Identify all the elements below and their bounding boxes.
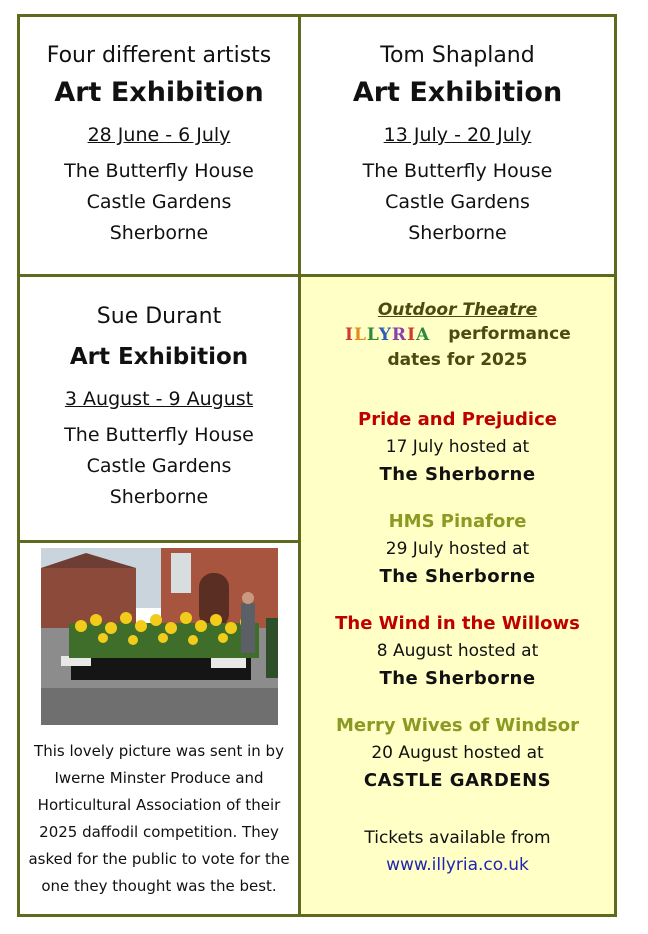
show-host: CASTLE GARDENS — [363, 770, 552, 791]
tickets-text: Tickets available from — [364, 828, 551, 848]
photo-caption: This lovely picture was sent in by Iwerne Minster Produce and Horticultural Association of their 2025 daffodil competition. They asked for the public to vote for the one they thought was the best. — [28, 742, 290, 895]
venue — [301, 156, 614, 249]
venue-line: Castle Gardens — [385, 191, 530, 213]
theatre-subheading-text: performance — [448, 324, 571, 344]
exhibition-dates: 3 August - 9 August — [64, 388, 254, 410]
show-title: HMS Pinafore — [388, 511, 527, 532]
theatre-heading: Outdoor Theatre — [377, 300, 538, 320]
venue-line: The Butterfly House — [362, 160, 553, 182]
venue-line: Sherborne — [109, 222, 209, 244]
show-title: The Wind in the Willows — [335, 613, 580, 634]
venue-line: The Butterfly House — [64, 160, 254, 182]
show-title: Pride and Prejudice — [358, 409, 557, 430]
daffodil-photo — [41, 548, 278, 725]
venue-line: Castle Gardens — [86, 455, 232, 477]
daffodil-card — [17, 540, 301, 917]
illyria-logo — [344, 323, 446, 345]
artist-name: Four different artists — [46, 43, 272, 68]
exhibition-title: Art Exhibition — [352, 77, 563, 108]
exhibition-title: Art Exhibition — [54, 77, 264, 108]
exhibition-card-1 — [17, 14, 301, 277]
artist-name: Tom Shapland — [380, 43, 535, 68]
show-date: 8 August hosted at — [376, 641, 539, 661]
exhibition-dates: 13 July - 20 July — [383, 124, 532, 146]
venue-line: Sherborne — [408, 222, 507, 244]
exhibition-card-3 — [17, 274, 301, 543]
artist-name: Sue Durant — [96, 304, 222, 329]
svg-text:ILLYRIA: ILLYRIA — [345, 325, 431, 345]
show-host: The Sherborne — [379, 464, 536, 485]
exhibition-title: Art Exhibition — [69, 344, 249, 370]
exhibition-card-2 — [298, 14, 617, 277]
theatre-subheading-2: dates for 2025 — [387, 350, 528, 370]
show-date: 17 July hosted at — [385, 437, 530, 457]
theatre-card — [298, 274, 617, 917]
venue — [20, 156, 298, 249]
show-item — [301, 713, 614, 795]
venue-line: Sherborne — [109, 486, 209, 508]
show-item — [301, 509, 614, 591]
show-date: 20 August hosted at — [371, 743, 544, 763]
show-item — [301, 407, 614, 489]
theatre-subheading — [301, 321, 614, 347]
show-host: The Sherborne — [379, 668, 536, 689]
show-date: 29 July hosted at — [385, 539, 530, 559]
show-title: Merry Wives of Windsor — [336, 715, 579, 736]
show-item — [301, 611, 614, 693]
venue-line: The Butterfly House — [64, 424, 254, 446]
venue — [20, 420, 298, 513]
website-link[interactable]: www.illyria.co.uk — [386, 855, 529, 875]
show-host: The Sherborne — [379, 566, 536, 587]
venue-line: Castle Gardens — [86, 191, 232, 213]
exhibition-dates: 28 June - 6 July — [87, 124, 231, 146]
